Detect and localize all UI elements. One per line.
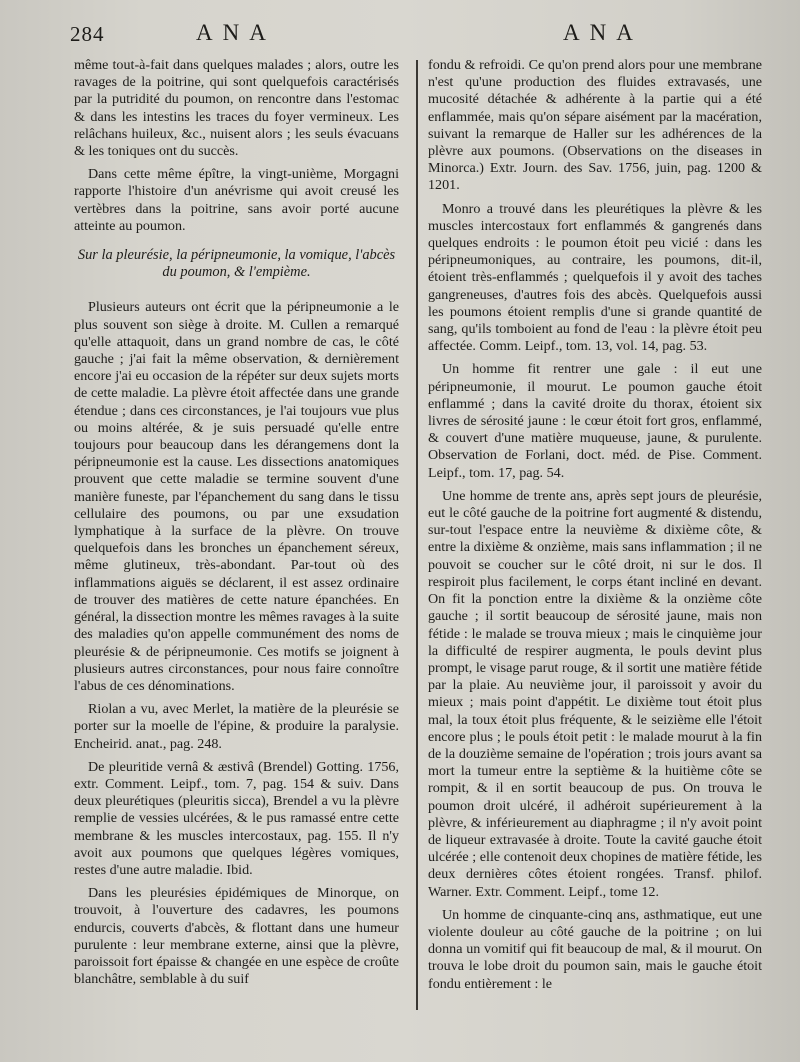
column-divider [416,60,418,1010]
paragraph: Dans cette même épître, la vingt-unième, Morgagni rapporte l'histoire d'un anévrisme qui avoit creusé les vertèbres dans la poitrine, sans avoir porté aucune atteinte au poumon. [74,166,399,234]
paragraph: Une homme de trente ans, après sept jours de pleurésie, eut le côté gauche de la poitrine fort augmenté & distendu, sur-tout l'espace entre la neuvième & dixième côte, & entre la dixième & onzième, mais sans inflammation ; il ne pouvoit se coucher sur le côté droit, ni sur le dos. Il respiroit plus facilement, le corps étant incliné en devant. On fit la ponction entre la dixième & la onzième côte gauche ; il sortit beaucoup de sérosité jaune, mais non fétide : le malade se trouva mieux ; mais le cinquième jour la difficulté de respirer augmenta, le pouls devint plus prompt, le visage parut rouge, & il sortit une matière fétide par la plaie. Au neuvième jour, il paroissoit y avoir du mieux ; mais point d'appétit. Le dixième tout étoit plus mal, la toux étoit plus fréquente, & le seizième elle l'étoit encore plus ; le pouls étoit petit : le malade mourut à la fin de la douzième semaine de l'opération ; trois jours avant sa mort la tumeur entre la septième & la huitième côte se rompit, & il en sortit beaucoup de pus. On trouva le poumon droit ulcéré, il adhéroit supérieurement à la plèvre, & inférieurement au diaphragme ; il n'y avoit point de liqueur extravasée à droite. Toute la cavité gauche étoit ulcérée ; elle contenoit deux chopines de matière fétide, les deux dernières côtes étoient rongées. Transf. philof. Warner. Extr. Comment. Leipf., tome 12. [428,487,762,900]
running-head-left: ANA [196,20,276,45]
paragraph: Un homme fit rentrer une gale : il eut une péripneumonie, il mourut. Le poumon gauche étoit enflammé ; dans la cavité droite du thorax, étoient six livres de sérosité jaune : le cœur étoit fort gros, enflammé, & couvert d'une matière muqueuse, jaune, & purulente. Observation de Forlani, doct. méd. de Pise. Comment. Leipf., tom. 17, pag. 54. [428,361,762,481]
running-head-right: ANA [563,20,643,45]
page-number: 284 [70,22,105,46]
paragraph: Riolan a vu, avec Merlet, la matière de la pleurésie se porter sur la moelle de l'épine, & produire la paralysie. Encheirid. anat., pag. 248. [74,701,399,752]
paragraph: fondu & refroidi. Ce qu'on prend alors pour une membrane n'est qu'une production des fluides extravasés, une mucosité détachée & adhérente à la partie qui a été enflammée, mais qu'on sépare aisément par la macération, suivant la remarque de Haller sur les adhérences de la plèvre aux poumons. (Observations on the diseases in Minorca.) Extr. Journ. des Sav. 1756, juin, pag. 1200 & 1201. [428,57,762,194]
paragraph: De pleuritide vernâ & æstivâ (Brendel) Gotting. 1756, extr. Comment. Leipf., tom. 7, pag. 154 & suiv. Dans deux pleurétiques (pleuritis sicca), Brendel a vu la plèvre remplie de vessies ulcérées, & le pus ramassé entre cette membrane & les muscles intercostaux, pag. 155. Il n'y avoit aux poumons que quelques légères vomiques, restes d'une autre maladie. Ibid. [74,758,399,878]
paragraph: Plusieurs auteurs ont écrit que la péripneumonie a le plus souvent son siège à droite. M. Cullen a remarqué qu'elle attaquoit, dans un grand nombre de cas, le côté gauche ; j'ai fait la même observation, & dernièrement encore j'ai eu occasion de la répéter sur deux sujets morts de cette maladie. La plèvre étoit affectée dans une grande étendue ; dans ces circonstances, je l'ai toujours vue plus ou moins altérée, & je suis persuadé qu'elle entre toujours pour beaucoup dans les dérangemens dont la péripneumonie est la cause. Les dissections anatomiques prouvent que cette maladie se termine souvent d'une manière funeste, par l'épanchement du sang dans le tissu cellulaire des poumons, ou par une exsudation lymphatique à la surface de la plèvre. On trouve quelquefois dans les bronches un épanchement séreux, même glutineux, très-abondant. Par-tout où des inflammations aiguës se déclarent, il est assez ordinaire de trouver des matières de cette nature épanchées. En général, la dissection montre les mêmes ravages à la suite des maladies qu'on appelle communément des noms de pleurésie & de péripneumonie. Ces motifs se joignent à plusieurs autres circonstances, pour nous faire connoître l'abus de ces dénominations. [74,299,399,694]
paragraph: Dans les pleurésies épidémiques de Minorque, on trouvoit, à l'ouverture des cadavres, les poumons endurcis, couverts d'abcès, & flottant dans une humeur purulente : leur membrane externe, ainsi que la plèvre, paroissoit fort épaisse & changée en une espèce de croûte blanchâtre, semblable à du suif [74,885,399,988]
page-header [0,20,800,50]
paragraph: Un homme de cinquante-cinq ans, asthmatique, eut une violente douleur au côté gauche de la poitrine ; on lui donna un vomitif qui fit beaucoup de mal, & il mourut. On trouva le lobe droit du poumon sain, mais le gauche étoit fondu entièrement : le [428,906,762,992]
paragraph: Monro a trouvé dans les pleurétiques la plèvre & les muscles intercostaux fort enflammés & gangrenés dans quelques endroits : le poumon étoit peu vicié : dans les péripneumoniques, au contraire, les poumons, dit-il, étoient très-enflammés ; quelquefois il y avoit des taches gangreneuses, d'autres fois des abcès. Quelquefois aussi les poumons étoient remplis d'une si grande quantité de sang, qu'ils tomboient au fond de l'eau : la plèvre étoit peu affectée. Comm. Leipf., tom. 13, vol. 14, pag. 53. [428,200,762,355]
section-title: Sur la pleurésie, la péripneumonie, la vomique, l'abcès du poumon, & l'empième. [77,247,396,281]
left-column [74,57,399,994]
paragraph: même tout-à-fait dans quelques malades ; alors, outre les ravages de la poitrine, qui sont quelquefois caractérisés par la putridité du poumon, on rencontre dans l'estomac & dans les intestins les traces du foyer vermineux. Les relâchans huileux, &c., nuisent alors ; les seuls évacuans & les toniques ont du succès. [74,57,399,160]
right-column [428,57,762,999]
